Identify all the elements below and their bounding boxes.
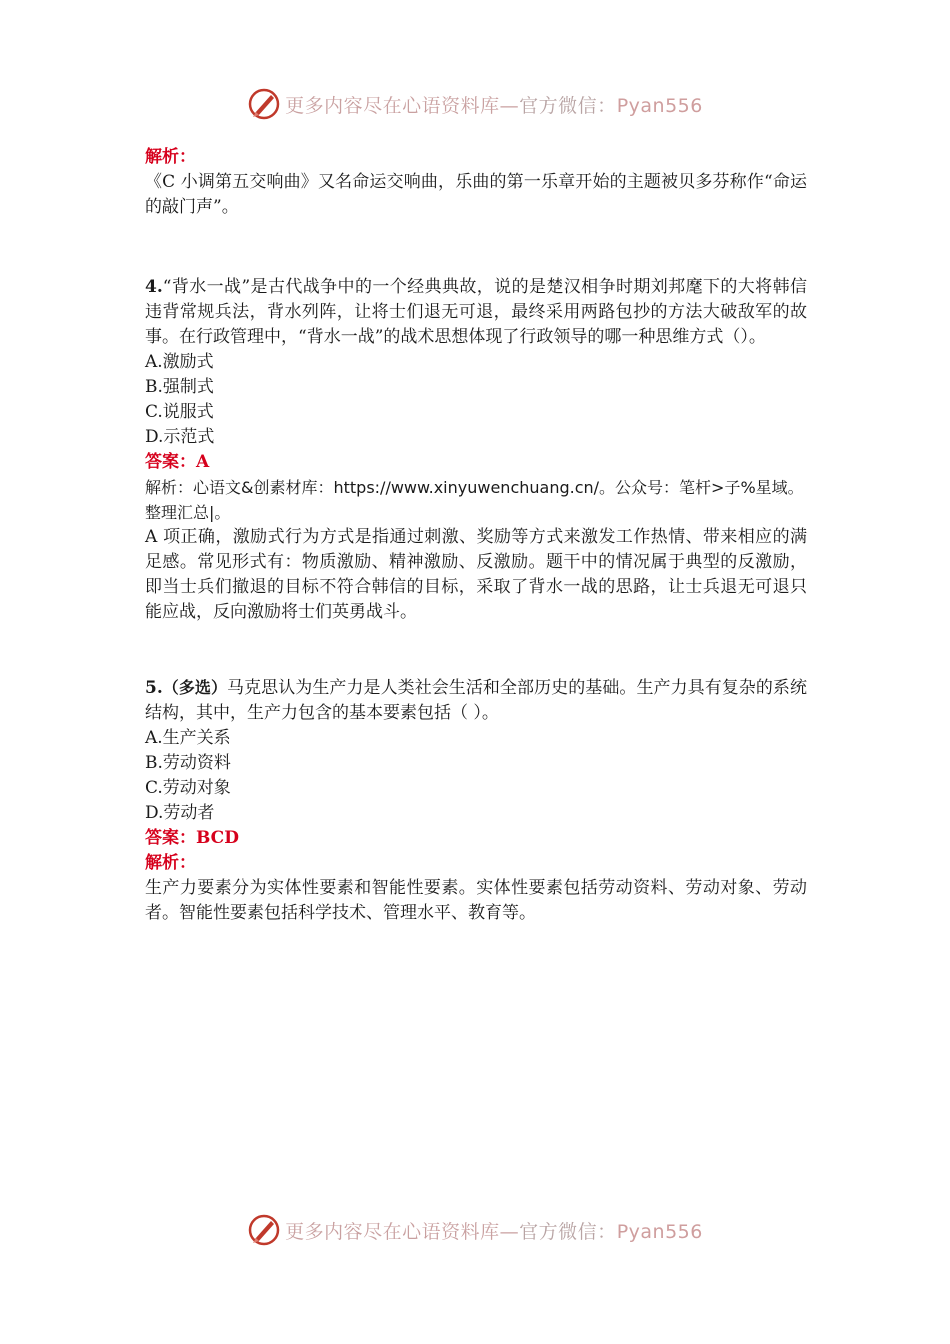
- header-banner: [0, 82, 950, 126]
- footer-banner: [0, 1208, 950, 1252]
- q4-option-c: C.说服式: [145, 402, 214, 422]
- document-body: [145, 145, 807, 926]
- q4-source-note: 解析：心语文&创素材库：https://www.xinyuwenchuang.cn/。公众号：笔杆>子%星域。整理汇总|。: [145, 478, 804, 522]
- banner-text: 更多内容尽在心语资料库—官方微信：Pyan556: [285, 1220, 703, 1243]
- q5-analysis-label: 解析：: [145, 853, 196, 873]
- pen-logo-icon: [247, 1213, 281, 1247]
- q4-option-d: D.示范式: [145, 427, 215, 447]
- q4-option-b: B.强制式: [145, 377, 214, 397]
- q5-stem: 5.（多选）马克思认为生产力是人类社会生活和全部历史的基础。生产力具有复杂的系统结构，其中，生产力包含的基本要素包括（ ）。: [145, 678, 807, 723]
- pen-logo-icon: [247, 87, 281, 121]
- q4-option-a: A.激励式: [145, 352, 214, 372]
- q5-option-d: D.劳动者: [145, 803, 215, 823]
- q5-option-a: A.生产关系: [145, 728, 231, 748]
- q5-option-b: B.劳动资料: [145, 753, 231, 773]
- q4-answer: 答案：A: [145, 452, 210, 472]
- banner-text: 更多内容尽在心语资料库—官方微信：Pyan556: [285, 94, 703, 117]
- q5-answer: 答案：BCD: [145, 828, 239, 848]
- q4-analysis-text: A 项正确，激励式行为方式是指通过刺激、奖励等方式来激发工作热情、带来相应的满足感。常见形式有：物质激励、精神激励、反激励。题干中的情况属于典型的反激励，即当士兵们撤退的目标不符合韩信的目标，采取了背水一战的思路，让士兵退无可退只能应战，反向激励将士们英勇战斗。: [145, 527, 807, 622]
- q4-stem: 4.“背水一战”是古代战争中的一个经典典故，说的是楚汉相争时期刘邦麾下的大将韩信违背常规兵法，背水列阵，让将士们退无可退，最终采用两路包抄的方法大破敌军的故事。在行政管理中，“背水一战”的战术思想体现了行政领导的哪一种思维方式（）。: [145, 277, 807, 347]
- q5-analysis-text: 生产力要素分为实体性要素和智能性要素。实体性要素包括劳动资料、劳动对象、劳动者。智能性要素包括科学技术、管理水平、教育等。: [145, 878, 807, 923]
- q5-option-c: C.劳动对象: [145, 778, 231, 798]
- q3-analysis-text: 《C 小调第五交响曲》又名命运交响曲，乐曲的第一乐章开始的主题被贝多芬称作“命运的敲门声”。: [145, 172, 807, 217]
- q3-analysis-label: 解析：: [145, 147, 196, 167]
